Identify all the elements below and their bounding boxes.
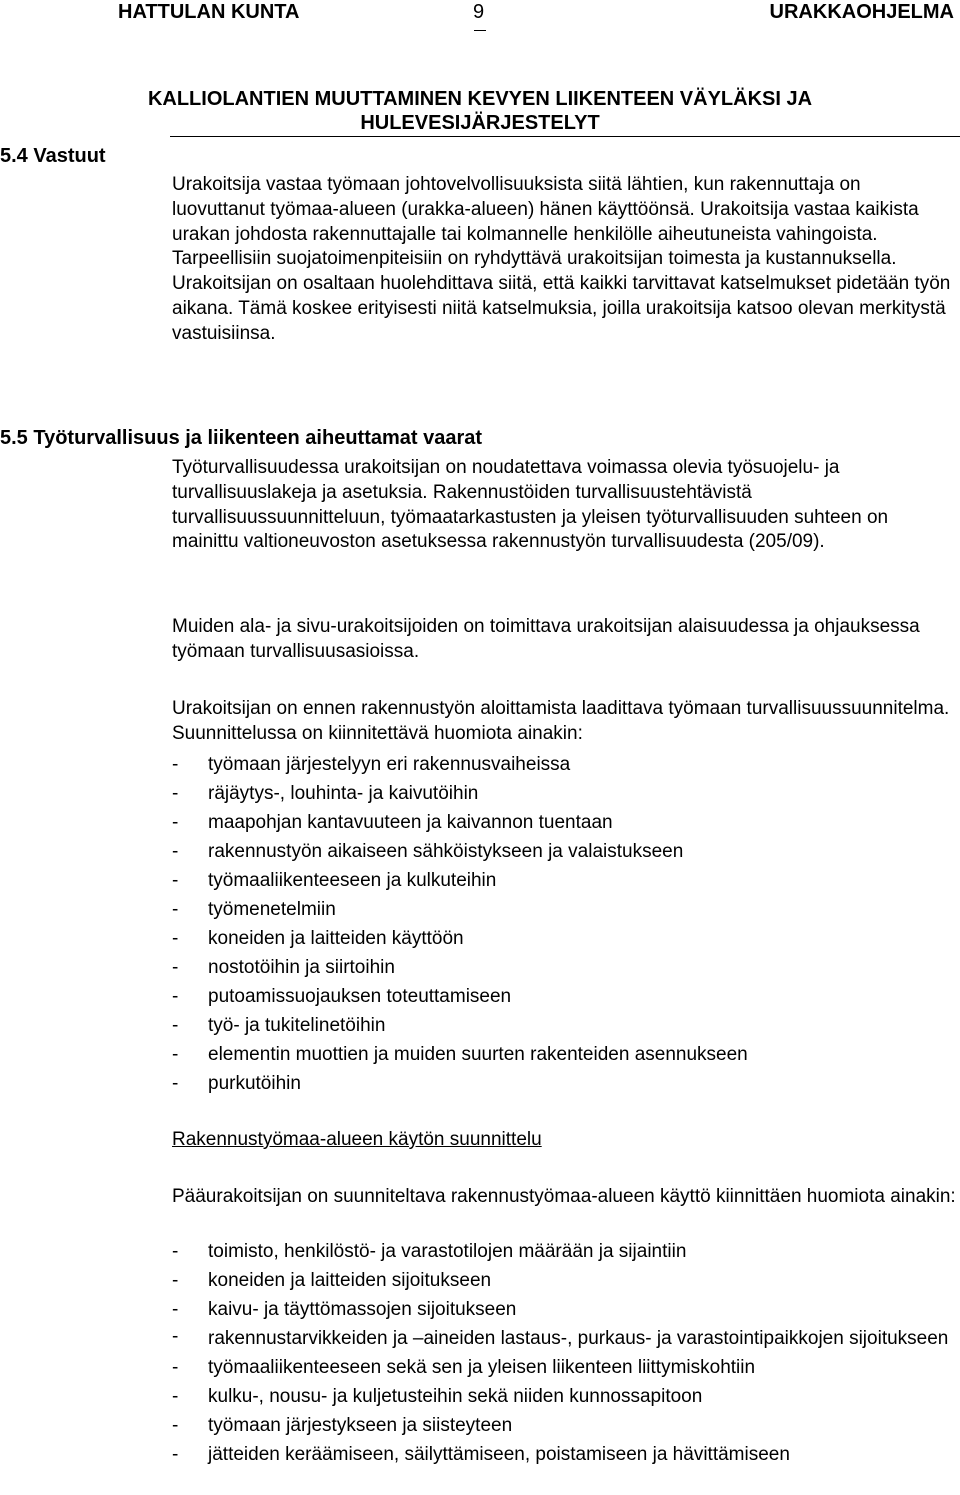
list-item: - työmaaliikenteeseen sekä sen ja yleisen liikenteen liittymiskohtiin bbox=[172, 1353, 957, 1382]
list-item: - jätteiden keräämiseen, säilyttämiseen, poistamiseen ja hävittämiseen bbox=[172, 1440, 957, 1469]
list-item: - työmaan järjestelyyn eri rakennusvaiheissa bbox=[172, 750, 957, 779]
list-item: - rakennustyön aikaiseen sähköistykseen ja valaistukseen bbox=[172, 837, 957, 866]
list-item: - elementin muottien ja muiden suurten rakenteiden asennukseen bbox=[172, 1040, 957, 1069]
section-5-5-paragraph-2-block bbox=[172, 615, 957, 665]
section-5-5-paragraph-1-block bbox=[172, 456, 957, 555]
list-item: - purkutöihin bbox=[172, 1069, 957, 1098]
section-5-5-paragraph-4: Pääurakoitsijan on suunniteltava rakennustyömaa-alueen käyttö kiinnittäen huomiota ainakin: bbox=[172, 1186, 956, 1207]
section-5-5-paragraph-2: Muiden ala- ja sivu-urakoitsijoiden on toimittava urakoitsijan alaisuudessa ja ohjauksessa työmaan turvallisuusasioissa. bbox=[172, 616, 920, 662]
list-item: - maapohjan kantavuuteen ja kaivannon tuentaan bbox=[172, 808, 957, 837]
list-item: - räjäytys-, louhinta- ja kaivutöihin bbox=[172, 779, 957, 808]
list-item: - työmenetelmiin bbox=[172, 895, 957, 924]
page-number: 9 bbox=[473, 1, 485, 23]
list-item: - kulku-, nousu- ja kuljetusteihin sekä niiden kunnossapitoon bbox=[172, 1382, 957, 1411]
title-divider bbox=[170, 136, 960, 137]
section-5-5-paragraph-4-block bbox=[172, 1185, 957, 1210]
section-heading-5-4: 5.4 Vastuut bbox=[0, 145, 106, 167]
list-item: - rakennustarvikkeiden ja –aineiden lastaus-, purkaus- ja varastointipaikkojen sijoitukseen bbox=[172, 1324, 957, 1353]
section-5-4-body bbox=[172, 173, 957, 347]
page-number-underline bbox=[474, 30, 486, 31]
list-item: - koneiden ja laitteiden käyttöön bbox=[172, 924, 957, 953]
list-item: - putoamissuojauksen toteuttamiseen bbox=[172, 982, 957, 1011]
list-item: - koneiden ja laitteiden sijoitukseen bbox=[172, 1266, 957, 1295]
subsection-heading: Rakennustyömaa-alueen käytön suunnittelu bbox=[172, 1129, 542, 1150]
site-area-planning-list bbox=[172, 1237, 957, 1469]
document-title-line-1: KALLIOLANTIEN MUUTTAMINEN KEVYEN LIIKENTEEN VÄYLÄKSI JA bbox=[147, 88, 813, 110]
list-item: - nostotöihin ja siirtoihin bbox=[172, 953, 957, 982]
section-5-5-paragraph-3-block bbox=[172, 697, 957, 747]
header-organization: HATTULAN KUNTA bbox=[118, 1, 300, 23]
list-item: - toimisto, henkilöstö- ja varastotilojen määrään ja sijaintiin bbox=[172, 1237, 957, 1266]
list-item: - kaivu- ja täyttömassojen sijoitukseen bbox=[172, 1295, 957, 1324]
header-document-type: URAKKAOHJELMA bbox=[769, 1, 954, 23]
section-5-4-paragraph: Urakoitsija vastaa työmaan johtovelvollisuuksista siitä lähtien, kun rakennuttaja on luovuttanut työmaa-alueen (urakka-alueen) hänen käyttöönsä. Urakoitsija vastaa kaikista urakan johdosta rakennuttajalle tai kolmannelle henkilölle aiheutuneista vahingoista. Tarpeellisiin suojatoimenpiteisiin on ryhdyttävä urakoitsijan toimesta ja kustannuksella. Urakoitsijan on osaltaan huolehdittava siitä, että kaikki tarvittavat katselmukset pidetään työn aikana. Tämä koskee erityisesti niitä katselmuksia, joilla urakoitsija katsoo olevan merkitystä vastuisiinsa. bbox=[172, 174, 951, 344]
safety-planning-list bbox=[172, 750, 957, 1098]
list-item: - työmaan järjestykseen ja siisteyteen bbox=[172, 1411, 957, 1440]
section-5-5-paragraph-1: Työturvallisuudessa urakoitsijan on noudatettava voimassa olevia työsuojelu- ja turvallisuuslakeja ja asetuksia. Rakennustöiden turvallisuustehtävistä turvallisuussuunnitteluun, työmaatarkastusten ja yleisen työturvallisuuden suhteen on mainittu valtioneuvoston asetuksessa rakennustyön turvallisuudesta (205/09). bbox=[172, 457, 889, 553]
section-heading-5-5: 5.5 Työturvallisuus ja liikenteen aiheuttamat vaarat bbox=[0, 427, 483, 449]
document-title-line-2: HULEVESIJÄRJESTELYT bbox=[360, 112, 600, 134]
section-5-5-paragraph-3: Urakoitsijan on ennen rakennustyön aloittamista laadittava työmaan turvallisuussuunnitelma. Suunnittelussa on kiinnitettävä huomiota ainakin: bbox=[172, 698, 950, 744]
list-item: - työmaaliikenteeseen ja kulkuteihin bbox=[172, 866, 957, 895]
list-item: - työ- ja tukitelinetöihin bbox=[172, 1011, 957, 1040]
